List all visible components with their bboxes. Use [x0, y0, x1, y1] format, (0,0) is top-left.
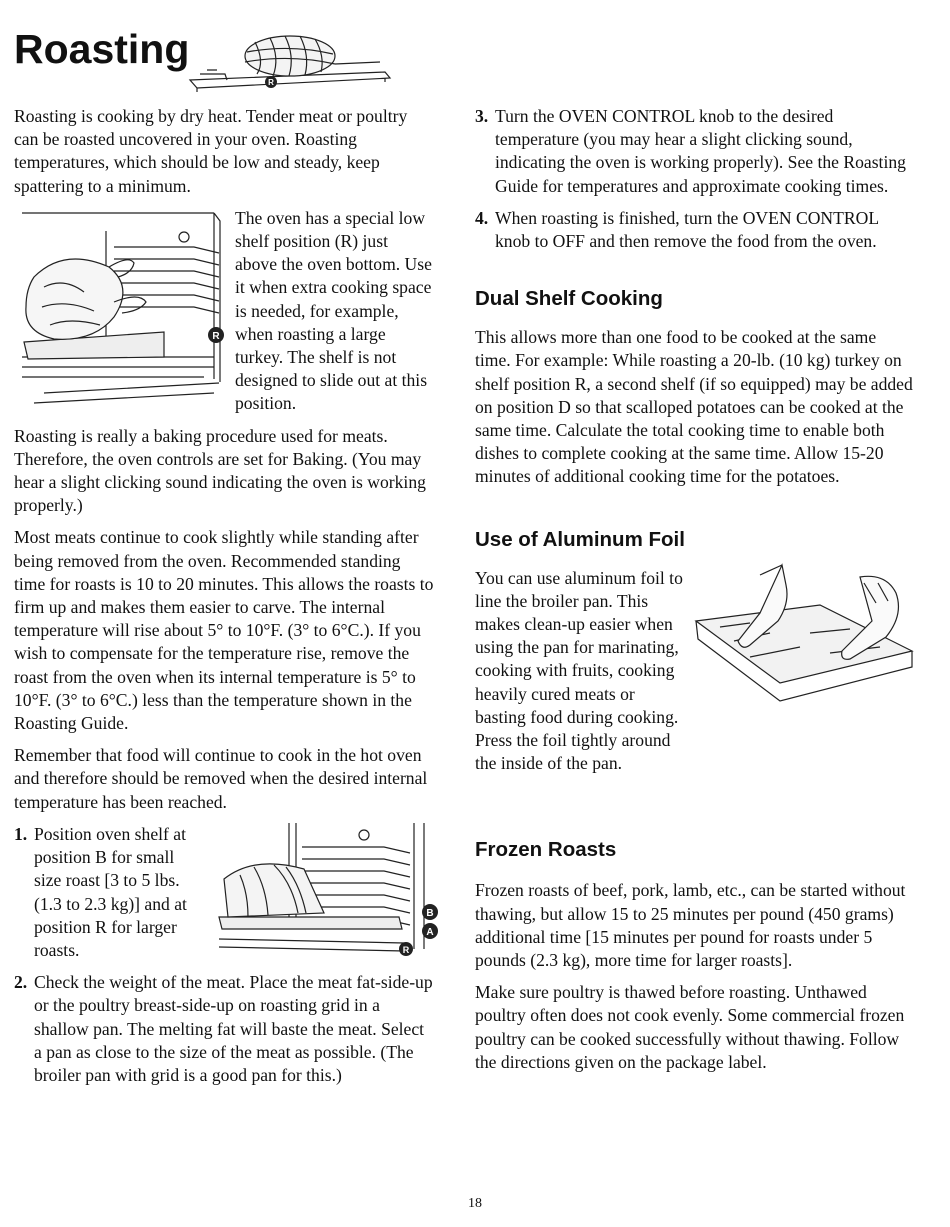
aluminum-foil-heading: Use of Aluminum Foil — [475, 527, 685, 551]
step-4-number: 4. — [475, 207, 489, 228]
step-2 — [14, 971, 434, 1087]
steps-list — [14, 823, 434, 1087]
aluminum-foil-paragraph: You can use aluminum foil to line the broiler pan. This makes clean-up easier when using the pan for marinating, cooking with fruits, cooking heavily cured meats or basting food during cooking. Press the foil tightly around the inside of the pan. — [475, 567, 683, 774]
step-4-text: When roasting is finished, turn the OVEN CONTROL knob to OFF and then remove the food from the oven. — [495, 207, 879, 252]
step-3 — [475, 105, 915, 198]
intro-paragraph: Roasting is cooking by dry heat. Tender meat or poultry can be roasted uncovered in your oven. Roasting temperatures, which should be low and steady, keep spattering to a minimum. — [14, 106, 408, 196]
turkey-low-shelf-illustration — [14, 207, 229, 409]
dual-shelf-paragraph: This allows more than one food to be cooked at the same time. For example: While roasting a 20-lb. (10 kg) turkey on shelf position R, a second shelf (if so equipped) may be added on position D so that scalloped potatoes can be cooked at the same time. Calculate the total cooking time to enable both dishes to complete cooking at the same time. Allow 15-20 minutes of additional cooking time for the potatoes. — [475, 327, 913, 487]
frozen-roasts-paragraph-2: Make sure poultry is thawed before roasting. Unthawed poultry often does not cook evenly. Some commercial frozen poultry can be cooked successfully without thawing. Follow the directions given on the package label. — [475, 982, 905, 1072]
right-column — [475, 105, 915, 1074]
left-column — [14, 105, 434, 1087]
shelf-a-badge: A — [426, 926, 434, 938]
standing-time-paragraph: Most meats continue to cook slightly while standing after being removed from the oven. Recommended standing time for roasts is 10 to 20 minutes. This allows the roasts to firm up and makes them easier to carve. The internal temperature will rise about 5° to 10°F. (3° to 6°C.). If you wish to compensate for the temperature rise, remove the roast from the oven when its internal temperature is 5° to 10°F. (3° to 6°C.) less than the temperature shown in the Roasting Guide. — [14, 527, 434, 734]
step-1-number: 1. — [14, 823, 28, 844]
remember-paragraph: Remember that food will continue to cook in the hot oven and therefore should be removed when the desired internal temperature has been reached. — [14, 745, 428, 812]
step-3-number: 3. — [475, 106, 489, 126]
aluminum-foil-section — [475, 567, 915, 776]
low-shelf-note: The oven has a special low shelf position (R) just above the oven bottom. Use it when extra cooking space is needed, for example, when roasting a large turkey. The shelf is not designed to slide out at this position. — [235, 207, 432, 414]
hands-lining-pan-illustration — [690, 563, 920, 723]
page-title: Roasting — [14, 26, 190, 72]
step-1-text: Position oven shelf at position B for small size roast [3 to 5 lbs. (1.3 to 2.3 kg)] and at position R for larger roasts. — [34, 823, 187, 960]
baking-paragraph: Roasting is really a baking procedure used for meats. Therefore, the oven controls are set for Baking. (You may hear a slight clicking sound indicating the oven is working properly.) — [14, 425, 426, 516]
shelf-r-badge: R — [212, 330, 220, 342]
page-number: 18 — [468, 1196, 482, 1211]
shelf-position-section — [14, 207, 434, 416]
shelf-b-badge: B — [426, 907, 434, 919]
frozen-roasts-heading: Frozen Roasts — [475, 838, 617, 862]
dual-shelf-heading: Dual Shelf Cooking — [475, 287, 663, 311]
step-4 — [475, 207, 915, 253]
step-2-text: Check the weight of the meat. Place the meat fat-side-up or the poultry breast-side-up on roasting grid in a shallow pan. The melting fat will baste the meat. Select a pan as close to the size of the meat as possible. (The broiler pan with grid is a good pan for this.) — [34, 972, 433, 1085]
step-1 — [14, 823, 434, 962]
step-3-text: Turn the OVEN CONTROL knob to the desired temperature (you may hear a slight clicking sound, indicating the oven is working properly). See the Roasting Guide for temperatures and approximate cooking times. — [495, 106, 906, 196]
svg-text:R: R — [268, 78, 274, 87]
roast-on-grid-illustration — [185, 22, 395, 94]
shelf-r2-badge: R — [402, 944, 410, 955]
frozen-roasts-paragraph-1: Frozen roasts of beef, pork, lamb, etc., can be started without thawing, but allow 15 to 25 minutes per pound (450 grams) additional time [15 minutes per pound for roasts under 5 pounds (2.3 kg), more time for larger roasts]. — [475, 880, 906, 971]
roast-shelf-position-illustration — [214, 817, 464, 957]
step-2-number: 2. — [14, 972, 28, 993]
